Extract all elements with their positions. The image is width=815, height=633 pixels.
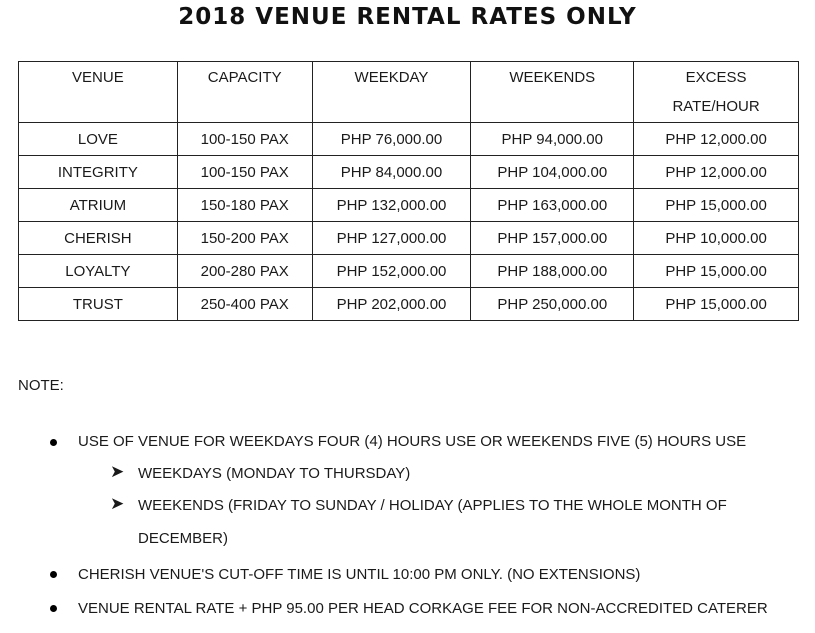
header-venue: VENUE	[19, 62, 178, 123]
bullet-dot-icon	[50, 571, 57, 578]
cell-weekends: PHP 250,000.00	[471, 288, 634, 321]
cell-capacity: 200-280 PAX	[177, 255, 312, 288]
table-row	[19, 156, 799, 189]
cell-excess: PHP 15,000.00	[634, 288, 799, 321]
cell-capacity: 150-200 PAX	[177, 222, 312, 255]
table-row	[19, 222, 799, 255]
cell-weekday: PHP 132,000.00	[312, 189, 471, 222]
page-title: 2018 VENUE RENTAL RATES ONLY	[178, 4, 637, 30]
cell-weekday: PHP 76,000.00	[312, 123, 471, 156]
cell-venue: LOVE	[19, 123, 178, 156]
cell-venue: INTEGRITY	[19, 156, 178, 189]
header-weekends: WEEKENDS	[471, 62, 634, 123]
cell-weekends: PHP 157,000.00	[471, 222, 634, 255]
bullet-dot-icon	[50, 605, 57, 612]
cell-venue: ATRIUM	[19, 189, 178, 222]
cell-weekday: PHP 152,000.00	[312, 255, 471, 288]
header-excess-line2: RATE/HOUR	[672, 98, 760, 115]
table-header-row	[19, 62, 799, 123]
cell-weekends: PHP 163,000.00	[471, 189, 634, 222]
cell-excess: PHP 15,000.00	[634, 189, 799, 222]
cell-weekday: PHP 127,000.00	[312, 222, 471, 255]
table-row	[19, 189, 799, 222]
table-row	[19, 255, 799, 288]
rates-table	[18, 61, 799, 321]
cell-weekends: PHP 188,000.00	[471, 255, 634, 288]
header-excess-line1: EXCESS	[685, 69, 747, 86]
table-row	[19, 123, 799, 156]
cell-capacity: 250-400 PAX	[177, 288, 312, 321]
note-bullet-text: VENUE RENTAL RATE + PHP 95.00 PER HEAD CORKAGE FEE FOR NON-ACCREDITED CATERER	[78, 600, 768, 617]
cell-venue: TRUST	[19, 288, 178, 321]
header-weekday: WEEKDAY	[312, 62, 471, 123]
arrowhead-right-icon: ➤	[110, 462, 125, 482]
table-row	[19, 288, 799, 321]
cell-excess: PHP 12,000.00	[634, 123, 799, 156]
note-sub-text: DECEMBER)	[138, 530, 229, 547]
cell-capacity: 100-150 PAX	[177, 156, 312, 189]
cell-weekends: PHP 104,000.00	[471, 156, 634, 189]
cell-venue: LOYALTY	[19, 255, 178, 288]
note-sub-text: WEEKDAYS (MONDAY TO THURSDAY)	[138, 465, 411, 482]
cell-capacity: 100-150 PAX	[177, 123, 312, 156]
arrowhead-right-icon: ➤	[110, 494, 125, 514]
cell-excess: PHP 12,000.00	[634, 156, 799, 189]
cell-weekday: PHP 202,000.00	[312, 288, 471, 321]
header-excess	[634, 62, 799, 123]
cell-excess: PHP 15,000.00	[634, 255, 799, 288]
note-bullet-text: USE OF VENUE FOR WEEKDAYS FOUR (4) HOURS USE OR WEEKENDS FIVE (5) HOURS USE	[78, 433, 747, 450]
note-sub-text: WEEKENDS (FRIDAY TO SUNDAY / HOLIDAY (APPLIES TO THE WHOLE MONTH OF	[138, 497, 727, 514]
cell-venue: CHERISH	[19, 222, 178, 255]
cell-capacity: 150-180 PAX	[177, 189, 312, 222]
cell-excess: PHP 10,000.00	[634, 222, 799, 255]
cell-weekday: PHP 84,000.00	[312, 156, 471, 189]
note-label: NOTE:	[18, 377, 64, 394]
bullet-dot-icon	[50, 439, 57, 446]
header-capacity: CAPACITY	[177, 62, 312, 123]
note-bullet-text: CHERISH VENUE'S CUT-OFF TIME IS UNTIL 10:00 PM ONLY. (NO EXTENSIONS)	[78, 566, 641, 583]
cell-weekends: PHP 94,000.00	[471, 123, 634, 156]
